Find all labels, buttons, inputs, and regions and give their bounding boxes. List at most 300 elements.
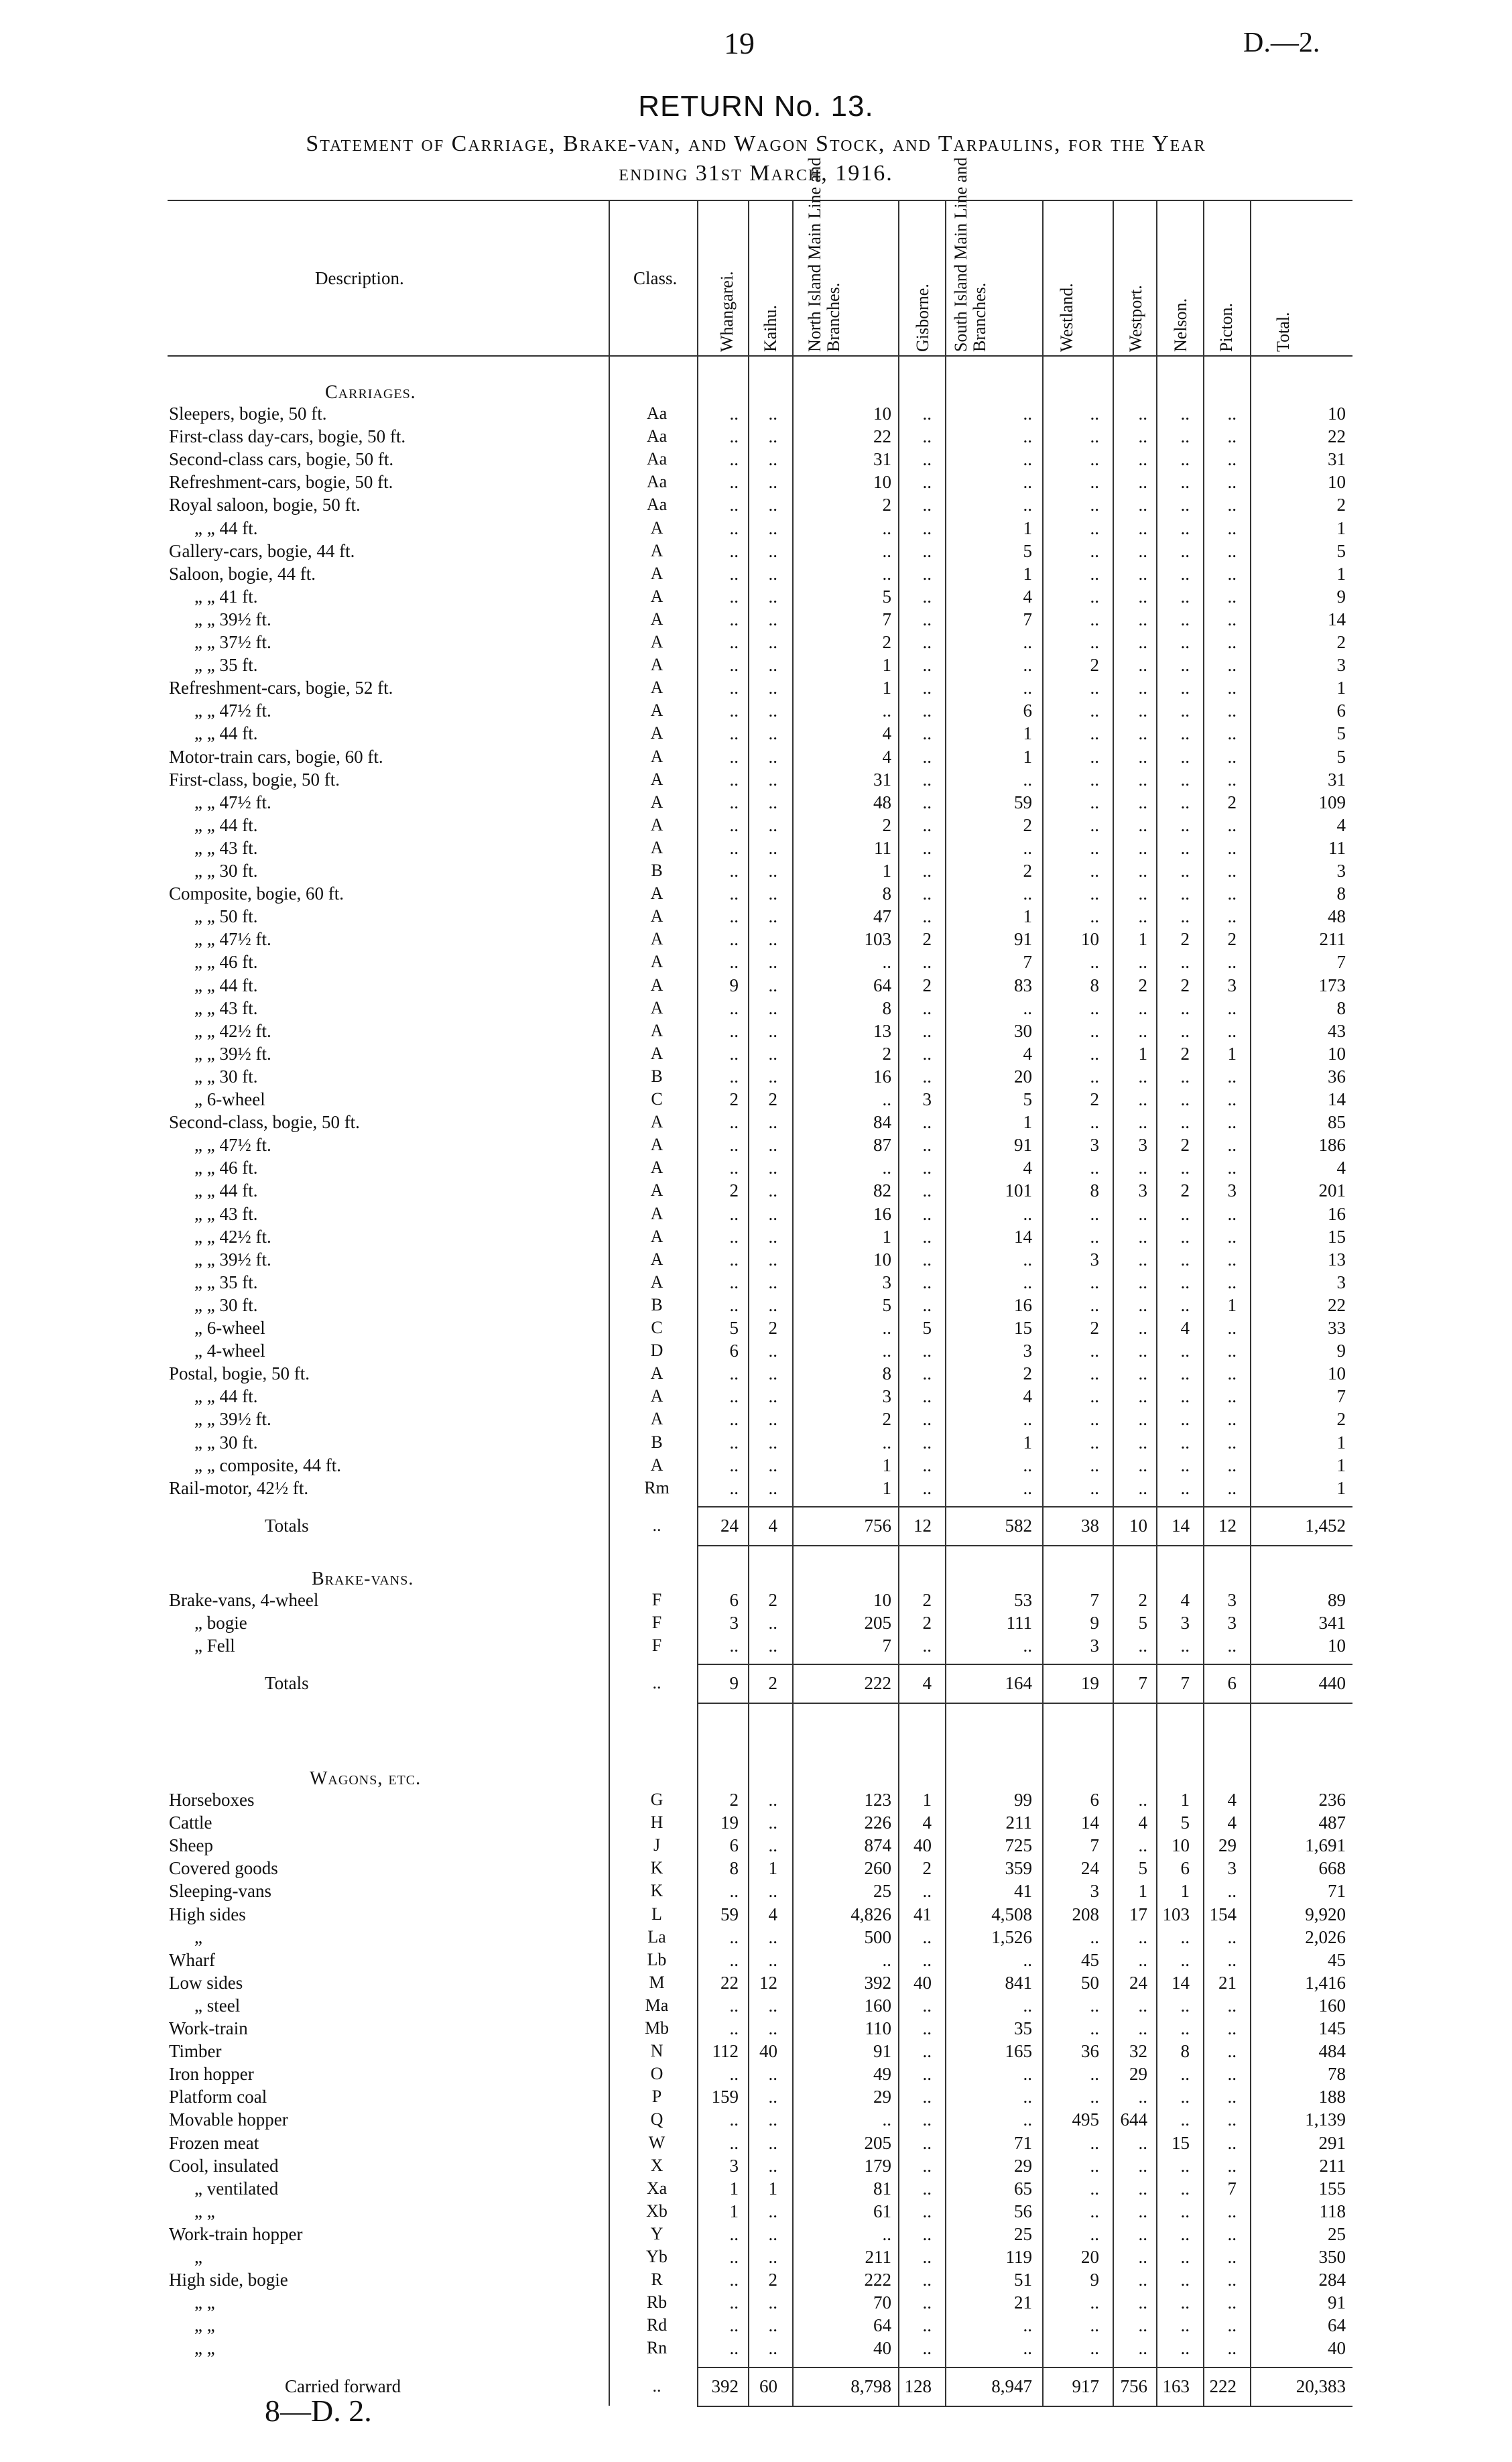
row-value: 1 bbox=[768, 1858, 777, 1879]
row-value: 123 bbox=[864, 1790, 891, 1810]
row-value: .. bbox=[1227, 2109, 1237, 2130]
row-value: 3 bbox=[729, 1613, 739, 1634]
row-value: .. bbox=[768, 1112, 777, 1133]
row-total: 341 bbox=[1318, 1613, 1346, 1634]
row-value: .. bbox=[1180, 2315, 1190, 2336]
row-value: .. bbox=[1180, 1926, 1190, 1947]
row-value: .. bbox=[1180, 2018, 1190, 2038]
row-value: .. bbox=[1090, 1066, 1099, 1087]
row-value: .. bbox=[1180, 2270, 1190, 2290]
row-description: „ „ 44 ft. bbox=[194, 1180, 258, 1201]
row-value: 12 bbox=[759, 1972, 777, 1993]
row-value: .. bbox=[729, 769, 739, 790]
row-value: 10 bbox=[873, 1249, 891, 1270]
totals-value: 2 bbox=[768, 1673, 777, 1694]
row-total: 8 bbox=[1336, 883, 1346, 904]
row-value: .. bbox=[1180, 678, 1190, 698]
totals-value: 14 bbox=[1172, 1515, 1190, 1536]
row-value: .. bbox=[1138, 2087, 1147, 2107]
row-value: .. bbox=[1227, 837, 1237, 858]
row-value: .. bbox=[1090, 769, 1099, 790]
row-value: .. bbox=[1090, 1432, 1099, 1453]
row-value: 16 bbox=[1014, 1294, 1032, 1315]
row-value: .. bbox=[1180, 609, 1190, 629]
row-value: 2 bbox=[1138, 975, 1147, 995]
row-value: 1 bbox=[1138, 929, 1147, 950]
row-value: 2 bbox=[882, 1043, 891, 1064]
row-value: 64 bbox=[873, 2315, 891, 2336]
row-class: A bbox=[650, 1226, 664, 1246]
row-class: A bbox=[650, 952, 664, 972]
row-total: 10 bbox=[1328, 1636, 1346, 1656]
row-value: .. bbox=[1180, 2178, 1190, 2199]
column-rule bbox=[697, 200, 698, 2406]
totals-label: Totals bbox=[265, 1515, 309, 1536]
row-value: 40 bbox=[873, 2338, 891, 2359]
row-total: 1,691 bbox=[1305, 1835, 1346, 1856]
row-value: .. bbox=[729, 2292, 739, 2313]
row-value: .. bbox=[1090, 1203, 1099, 1224]
row-value: 29 bbox=[1218, 1835, 1237, 1856]
row-total: 9 bbox=[1336, 1341, 1346, 1361]
row-value: .. bbox=[768, 861, 777, 881]
row-value: .. bbox=[1227, 426, 1237, 447]
column-rule bbox=[1156, 200, 1157, 2406]
row-description: „ „ 30 ft. bbox=[194, 1066, 258, 1087]
row-value: .. bbox=[729, 678, 739, 698]
row-value: .. bbox=[1180, 404, 1190, 424]
row-value: .. bbox=[1023, 837, 1032, 858]
row-value: .. bbox=[1090, 404, 1099, 424]
row-value: .. bbox=[729, 861, 739, 881]
row-description: Movable hopper bbox=[169, 2109, 288, 2130]
row-class: A bbox=[650, 1203, 664, 1223]
row-value: .. bbox=[1227, 1112, 1237, 1133]
row-value: .. bbox=[922, 2223, 932, 2244]
row-value: .. bbox=[729, 609, 739, 629]
row-value: .. bbox=[1023, 2087, 1032, 2107]
row-total: 1 bbox=[1336, 563, 1346, 584]
row-value: .. bbox=[922, 1432, 932, 1453]
row-value: .. bbox=[1138, 723, 1147, 744]
row-value: .. bbox=[882, 2223, 891, 2244]
row-class: C bbox=[651, 1089, 663, 1109]
row-value: 10 bbox=[1172, 1835, 1190, 1856]
row-value: .. bbox=[729, 1926, 739, 1947]
row-description: „ „ 35 ft. bbox=[194, 1272, 258, 1292]
row-value: .. bbox=[1180, 1249, 1190, 1270]
row-value: 2 bbox=[882, 495, 891, 515]
row-value: .. bbox=[1090, 1272, 1099, 1292]
row-class: A bbox=[650, 883, 664, 904]
row-value: .. bbox=[922, 814, 932, 835]
totals-value: 756 bbox=[1120, 2376, 1147, 2396]
row-value: .. bbox=[1180, 1636, 1190, 1656]
row-total: 201 bbox=[1318, 1180, 1346, 1201]
row-value: 2 bbox=[1090, 1318, 1099, 1338]
row-description: Brake-vans, 4-wheel bbox=[169, 1590, 319, 1610]
row-class: P bbox=[651, 2087, 662, 2107]
row-value: .. bbox=[922, 952, 932, 973]
row-description: Horseboxes bbox=[169, 1790, 255, 1810]
row-value: 4 bbox=[1227, 1812, 1237, 1833]
row-description: Sleeping-vans bbox=[169, 1881, 271, 1902]
totals-value: 582 bbox=[1005, 1515, 1032, 1536]
row-value: .. bbox=[1090, 2132, 1099, 2153]
row-value: 45 bbox=[1081, 1949, 1099, 1970]
row-class: Aa bbox=[646, 472, 668, 492]
row-value: .. bbox=[922, 1066, 932, 1087]
row-value: .. bbox=[882, 1318, 891, 1338]
row-value: 15 bbox=[1014, 1318, 1032, 1338]
row-value: 25 bbox=[1014, 2223, 1032, 2244]
row-total: 3 bbox=[1336, 861, 1346, 881]
row-value: .. bbox=[1180, 1226, 1190, 1247]
row-value: 32 bbox=[1129, 2041, 1147, 2062]
row-value: 2 bbox=[922, 929, 932, 950]
row-value: .. bbox=[922, 997, 932, 1018]
row-value: .. bbox=[1227, 655, 1237, 676]
row-total: 11 bbox=[1328, 837, 1346, 858]
row-value: .. bbox=[882, 563, 891, 584]
row-value: .. bbox=[1227, 609, 1237, 629]
row-value: .. bbox=[922, 861, 932, 881]
row-value: 2 bbox=[729, 1790, 739, 1810]
row-value: .. bbox=[1227, 2315, 1237, 2336]
row-value: .. bbox=[922, 2109, 932, 2130]
row-value: 5 bbox=[1138, 1613, 1147, 1634]
row-description: High side, bogie bbox=[169, 2270, 288, 2290]
row-total: 186 bbox=[1318, 1135, 1346, 1156]
row-total: 91 bbox=[1328, 2292, 1346, 2313]
row-value: .. bbox=[768, 632, 777, 652]
row-description: Postal, bogie, 50 ft. bbox=[169, 1363, 310, 1384]
totals-value: 222 bbox=[864, 1673, 891, 1694]
row-value: .. bbox=[882, 540, 891, 561]
row-value: .. bbox=[922, 700, 932, 721]
row-value: 1 bbox=[1138, 1043, 1147, 1064]
row-total: 64 bbox=[1328, 2315, 1346, 2336]
row-description: „ „ 44 ft. bbox=[194, 517, 258, 538]
row-value: .. bbox=[922, 426, 932, 447]
row-value: 4 bbox=[1023, 1386, 1032, 1407]
row-value: .. bbox=[1227, 632, 1237, 652]
row-value: .. bbox=[922, 1386, 932, 1407]
row-value: .. bbox=[1180, 746, 1190, 767]
row-value: .. bbox=[1227, 769, 1237, 790]
row-value: .. bbox=[1180, 563, 1190, 584]
row-value: .. bbox=[1023, 1203, 1032, 1224]
row-value: .. bbox=[768, 2315, 777, 2336]
row-description: „ bogie bbox=[194, 1613, 247, 1634]
row-value: .. bbox=[729, 700, 739, 721]
row-class: A bbox=[650, 540, 664, 560]
row-value: 2 bbox=[1023, 814, 1032, 835]
row-value: .. bbox=[1023, 449, 1032, 470]
row-class: A bbox=[650, 1112, 664, 1132]
district-header: Nelson. bbox=[1171, 298, 1190, 352]
row-total: 2 bbox=[1336, 495, 1346, 515]
row-class: Q bbox=[650, 2109, 664, 2130]
row-value: .. bbox=[729, 2338, 739, 2359]
header-bottom-rule bbox=[168, 355, 1352, 357]
row-description: Frozen meat bbox=[169, 2132, 259, 2153]
row-value: .. bbox=[1227, 1477, 1237, 1498]
row-class: A bbox=[650, 1020, 664, 1040]
row-class: A bbox=[650, 723, 664, 743]
row-value: 7 bbox=[1023, 609, 1032, 629]
totals-value: 7 bbox=[1180, 1673, 1190, 1694]
row-value: .. bbox=[922, 1455, 932, 1475]
row-description: „ „ 39½ ft. bbox=[194, 1043, 271, 1064]
row-value: .. bbox=[729, 814, 739, 835]
row-value: .. bbox=[1090, 814, 1099, 835]
row-value: 495 bbox=[1072, 2109, 1099, 2130]
row-value: 91 bbox=[1014, 929, 1032, 950]
row-value: .. bbox=[1227, 700, 1237, 721]
row-value: 4,508 bbox=[991, 1904, 1032, 1924]
row-value: .. bbox=[1138, 1066, 1147, 1087]
row-value: 2 bbox=[1090, 655, 1099, 676]
row-total: 9 bbox=[1336, 586, 1346, 607]
row-value: 154 bbox=[1209, 1904, 1237, 1924]
row-total: 14 bbox=[1328, 609, 1346, 629]
row-class: W bbox=[648, 2132, 666, 2152]
row-description: „ „ 43 ft. bbox=[194, 837, 258, 858]
row-description: Gallery-cars, bogie, 44 ft. bbox=[169, 540, 355, 561]
row-value: .. bbox=[1090, 2178, 1099, 2199]
row-value: .. bbox=[768, 1341, 777, 1361]
row-class: A bbox=[650, 1409, 664, 1429]
row-value: .. bbox=[1138, 2178, 1147, 2199]
row-value: .. bbox=[1180, 883, 1190, 904]
row-total: 487 bbox=[1318, 1812, 1346, 1833]
row-value: .. bbox=[1090, 609, 1099, 629]
row-total: 2 bbox=[1336, 1409, 1346, 1430]
row-value: .. bbox=[729, 1386, 739, 1407]
row-total: 1 bbox=[1336, 1477, 1346, 1498]
row-value: .. bbox=[729, 883, 739, 904]
row-value: .. bbox=[1138, 426, 1147, 447]
row-value: .. bbox=[729, 997, 739, 1018]
row-value: .. bbox=[1138, 1949, 1147, 1970]
row-value: 36 bbox=[1081, 2041, 1099, 2062]
row-value: .. bbox=[882, 1158, 891, 1178]
row-class: Aa bbox=[646, 495, 668, 515]
row-description: Refreshment-cars, bogie, 50 ft. bbox=[169, 472, 393, 493]
row-value: 2 bbox=[1180, 1043, 1190, 1064]
row-value: .. bbox=[1227, 2201, 1237, 2221]
page-footer: 8—D. 2. bbox=[265, 2394, 372, 2428]
row-value: .. bbox=[729, 2064, 739, 2085]
row-value: .. bbox=[1180, 1386, 1190, 1407]
row-value: .. bbox=[729, 449, 739, 470]
row-value: .. bbox=[922, 1881, 932, 1902]
row-class: A bbox=[650, 1386, 664, 1406]
row-value: .. bbox=[1023, 1455, 1032, 1475]
row-value: .. bbox=[1090, 1020, 1099, 1041]
row-value: .. bbox=[1180, 861, 1190, 881]
row-value: .. bbox=[1227, 1249, 1237, 1270]
row-total: 10 bbox=[1328, 404, 1346, 424]
row-value: 1 bbox=[768, 2178, 777, 2199]
row-value: .. bbox=[1023, 655, 1032, 676]
row-total: 4 bbox=[1336, 814, 1346, 835]
row-value: .. bbox=[1138, 540, 1147, 561]
row-value: .. bbox=[1227, 540, 1237, 561]
row-class: C bbox=[651, 1318, 663, 1337]
row-value: .. bbox=[1227, 861, 1237, 881]
row-value: 5 bbox=[1023, 1089, 1032, 1109]
row-value: .. bbox=[922, 723, 932, 744]
row-class: A bbox=[650, 746, 664, 766]
row-description: „ „ 47½ ft. bbox=[194, 1135, 271, 1156]
row-description: Composite, bogie, 60 ft. bbox=[169, 883, 344, 904]
row-value: 4 bbox=[882, 746, 891, 767]
row-value: .. bbox=[1227, 883, 1237, 904]
row-value: .. bbox=[1138, 1341, 1147, 1361]
section-title: Carriages. bbox=[325, 382, 416, 403]
row-description: Iron hopper bbox=[169, 2064, 254, 2085]
row-value: .. bbox=[1227, 1066, 1237, 1087]
row-value: 29 bbox=[1014, 2155, 1032, 2176]
row-value: 11 bbox=[874, 837, 891, 858]
row-total: 484 bbox=[1318, 2041, 1346, 2062]
row-value: .. bbox=[1138, 1835, 1147, 1856]
row-total: 211 bbox=[1319, 929, 1346, 950]
row-value: 5 bbox=[922, 1318, 932, 1338]
row-class: A bbox=[650, 1135, 664, 1155]
row-value: 2 bbox=[1180, 1135, 1190, 1156]
row-value: .. bbox=[1138, 792, 1147, 812]
row-value: .. bbox=[1138, 1477, 1147, 1498]
district-header: South Island Main Line and Branches. bbox=[951, 157, 989, 352]
row-description: „ ventilated bbox=[194, 2178, 279, 2199]
row-value: .. bbox=[1138, 1636, 1147, 1656]
row-class: K bbox=[650, 1881, 664, 1901]
column-rule bbox=[792, 200, 794, 2406]
row-value: 99 bbox=[1014, 1790, 1032, 1810]
row-value: .. bbox=[1090, 700, 1099, 721]
row-value: .. bbox=[768, 1477, 777, 1498]
totals-value: 4 bbox=[768, 1515, 777, 1536]
row-class: X bbox=[650, 2155, 664, 2175]
row-total: 236 bbox=[1318, 1790, 1346, 1810]
row-value: .. bbox=[1180, 2109, 1190, 2130]
row-description: Sleepers, bogie, 50 ft. bbox=[169, 404, 327, 424]
row-value: 9 bbox=[1090, 2270, 1099, 2290]
row-value: .. bbox=[1138, 1386, 1147, 1407]
row-value: .. bbox=[1138, 609, 1147, 629]
row-class: M bbox=[649, 1972, 665, 1992]
row-description: Royal saloon, bogie, 50 ft. bbox=[169, 495, 361, 515]
totals-top-rule bbox=[697, 1664, 1352, 1665]
row-class: A bbox=[650, 997, 664, 1018]
row-value: 30 bbox=[1014, 1020, 1032, 1041]
row-value: .. bbox=[882, 1949, 891, 1970]
row-value: .. bbox=[1138, 1249, 1147, 1270]
row-description: „ „ 39½ ft. bbox=[194, 1409, 271, 1430]
row-value: .. bbox=[1023, 678, 1032, 698]
row-class: A bbox=[650, 792, 664, 812]
row-value: .. bbox=[1090, 495, 1099, 515]
row-class: A bbox=[650, 609, 664, 629]
row-total: 22 bbox=[1328, 426, 1346, 447]
row-total: 1 bbox=[1336, 678, 1346, 698]
row-class: N bbox=[650, 2041, 664, 2061]
row-value: .. bbox=[1180, 449, 1190, 470]
row-total: 1 bbox=[1336, 517, 1346, 538]
row-value: .. bbox=[1138, 2270, 1147, 2290]
row-value: .. bbox=[1227, 1881, 1237, 1902]
row-total: 78 bbox=[1328, 2064, 1346, 2085]
row-value: .. bbox=[768, 2155, 777, 2176]
row-value: .. bbox=[1227, 1926, 1237, 1947]
row-value: .. bbox=[1138, 2292, 1147, 2313]
row-value: 4 bbox=[1023, 586, 1032, 607]
row-value: .. bbox=[729, 1432, 739, 1453]
row-total: 71 bbox=[1328, 1881, 1346, 1902]
row-value: 10 bbox=[873, 1590, 891, 1610]
row-value: .. bbox=[1180, 1363, 1190, 1384]
row-value: 2 bbox=[1227, 929, 1237, 950]
row-value: .. bbox=[1227, 472, 1237, 493]
row-value: .. bbox=[1090, 2018, 1099, 2038]
row-value: .. bbox=[922, 1409, 932, 1430]
row-value: .. bbox=[729, 540, 739, 561]
district-header: Whangarei. bbox=[717, 271, 737, 352]
row-description: „ „ 46 ft. bbox=[194, 952, 258, 973]
row-value: .. bbox=[1180, 1294, 1190, 1315]
row-value: 7 bbox=[1023, 952, 1032, 973]
row-class: A bbox=[650, 1272, 664, 1292]
row-value: 31 bbox=[873, 769, 891, 790]
row-value: .. bbox=[1090, 2064, 1099, 2085]
row-value: .. bbox=[1138, 2132, 1147, 2153]
row-class: Xb bbox=[646, 2201, 668, 2221]
row-class: Y bbox=[650, 2223, 664, 2243]
row-value: .. bbox=[1138, 952, 1147, 973]
row-value: 3 bbox=[1227, 1180, 1237, 1201]
totals-value: 222 bbox=[1209, 2376, 1237, 2396]
row-value: 165 bbox=[1005, 2041, 1032, 2062]
row-value: .. bbox=[922, 1995, 932, 2016]
row-value: .. bbox=[1138, 700, 1147, 721]
row-value: .. bbox=[1023, 472, 1032, 493]
row-description: „ „ 46 ft. bbox=[194, 1158, 258, 1178]
row-value: 14 bbox=[1172, 1972, 1190, 1993]
row-value: .. bbox=[1090, 997, 1099, 1018]
row-value: .. bbox=[922, 1294, 932, 1315]
row-value: .. bbox=[922, 2201, 932, 2221]
totals-total: 1,452 bbox=[1305, 1515, 1346, 1536]
row-value: .. bbox=[1227, 1363, 1237, 1384]
row-value: .. bbox=[768, 1613, 777, 1634]
row-class: A bbox=[650, 929, 664, 949]
totals-top-rule bbox=[697, 1506, 1352, 1507]
row-value: .. bbox=[1180, 700, 1190, 721]
row-value: .. bbox=[1227, 1158, 1237, 1178]
row-value: .. bbox=[1180, 906, 1190, 927]
row-value: .. bbox=[1227, 1409, 1237, 1430]
row-total: 188 bbox=[1318, 2087, 1346, 2107]
row-value: .. bbox=[1023, 426, 1032, 447]
row-total: 1,139 bbox=[1305, 2109, 1346, 2130]
row-value: .. bbox=[1180, 632, 1190, 652]
row-value: 7 bbox=[1090, 1835, 1099, 1856]
row-value: .. bbox=[1138, 1926, 1147, 1947]
row-value: .. bbox=[1138, 1020, 1147, 1041]
